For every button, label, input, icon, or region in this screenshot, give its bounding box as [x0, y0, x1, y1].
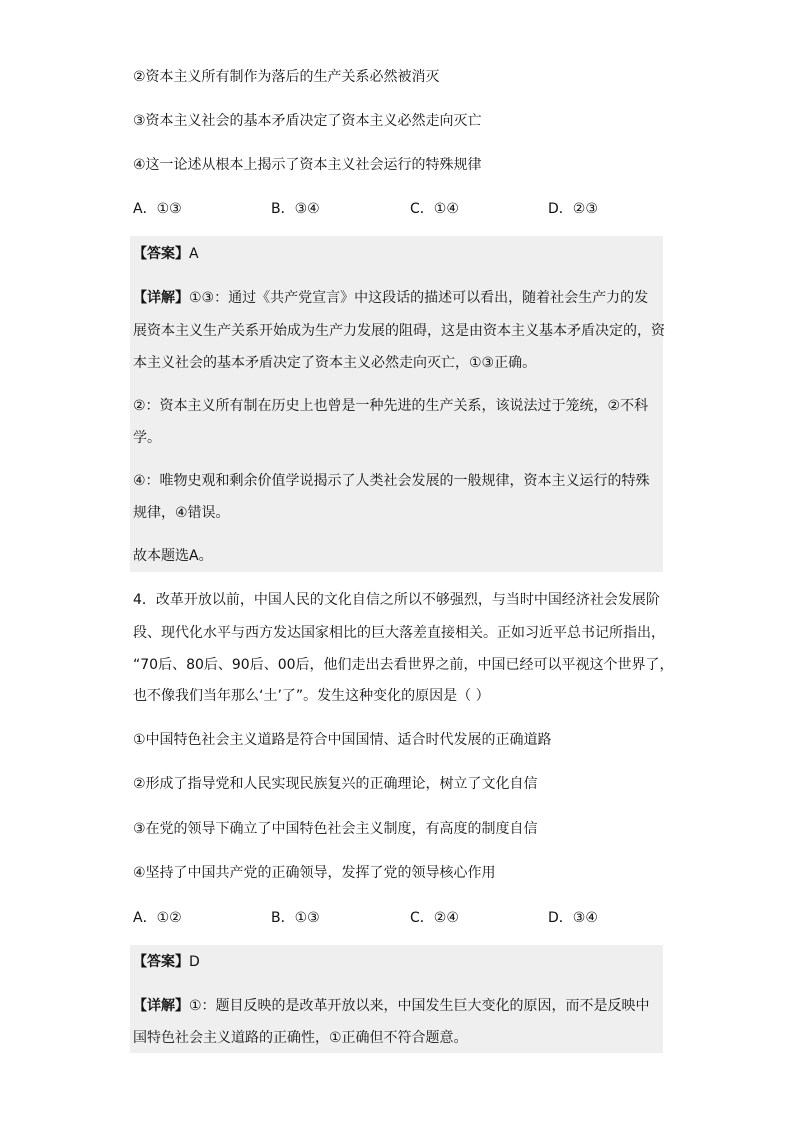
q3-conclusion: 故本题选A。 [133, 548, 213, 564]
q4-detail-line-2: 国特色社会主义道路的正确性，①正确但不符合题意。 [133, 1030, 468, 1046]
q3-item-2: ②资本主义所有制作为落后的生产关系必然被消灭 [133, 69, 440, 85]
q3-note4-line-2: 规律，④错误。 [133, 505, 230, 521]
q4-option-a: A．①② [133, 910, 182, 926]
q4-item-1: ①中国特色社会主义道路是符合中国国情、适合时代发展的正确道路 [133, 732, 552, 748]
q3-option-b: B．③④ [271, 201, 320, 217]
q4-detail-label: 【详解】 [133, 998, 189, 1014]
q4-option-d: D．③④ [548, 910, 598, 926]
q3-note2-line-2: 学。 [133, 430, 161, 446]
q3-detail-label: 【详解】 [133, 290, 189, 306]
q4-item-2: ②形成了指导党和人民实现民族复兴的正确理论，树立了文化自信 [133, 776, 538, 792]
q3-note4-line-1: ④：唯物史观和剩余价值学说揭示了人类社会发展的一般规律，资本主义运行的特殊 [133, 473, 650, 489]
q3-note2-line-1: ②：资本主义所有制在历史上也曾是一种先进的生产关系，该说法过于笼统，②不科 [133, 398, 649, 414]
q3-detail-line-1 [133, 288, 663, 308]
q4-stem-line-2: 段、现代化水平与西方发达国家相比的巨大落差直接相关。正如习近平总书记所指出， [133, 625, 665, 641]
q4-item-3: ③在党的领导下确立了中国特色社会主义制度，有高度的制度自信 [133, 821, 538, 837]
q4-answer [133, 952, 663, 972]
q3-detail-text-1: ①③：通过《共产党宣言》中这段话的描述可以看出，随着社会生产力的发 [189, 290, 649, 306]
q3-option-a: A．①③ [133, 201, 182, 217]
q4-answer-value: D [189, 954, 200, 970]
q4-options [133, 908, 663, 928]
q4-stem-line-3: “70后、80后、90后、00后，他们走出去看世界之前，中国已经可以平视这个世界了， [133, 657, 674, 673]
q4-answer-label: 【答案】 [133, 954, 189, 970]
q3-detail-line-2: 展资本主义生产关系开始成为生产力发展的阻碍，这是由资本主义基本矛盾决定的，资 [133, 323, 665, 339]
q4-detail-text-1: ①：题目反映的是改革开放以来，中国发生巨大变化的原因，而不是反映中 [189, 998, 650, 1014]
q3-option-d: D．②③ [548, 201, 598, 217]
q3-answer-value: A [189, 246, 199, 262]
q4-option-b: B．①③ [271, 910, 320, 926]
q4-detail-line-1 [133, 996, 663, 1016]
q3-options [133, 199, 663, 219]
q4-stem-line-1: 4．改革开放以前，中国人民的文化自信之所以不够强烈，与当时中国经济社会发展阶 [133, 592, 660, 608]
q4-item-4: ④坚持了中国共产党的正确领导，发挥了党的领导核心作用 [133, 865, 496, 881]
q3-answer-label: 【答案】 [133, 246, 189, 262]
q3-detail-line-3: 本主义社会的基本矛盾决定了资本主义必然走向灭亡，①③正确。 [133, 355, 537, 371]
q3-answer [133, 244, 663, 264]
q4-stem-line-4: 也不像我们当年那么‘土’了”。发生这种变化的原因是（ ） [133, 688, 490, 704]
q3-option-c: C．①④ [410, 201, 459, 217]
q4-option-c: C．②④ [410, 910, 459, 926]
q3-item-3: ③资本主义社会的基本矛盾决定了资本主义必然走向灭亡 [133, 113, 482, 129]
q3-item-4: ④这一论述从根本上揭示了资本主义社会运行的特殊规律 [133, 157, 482, 173]
